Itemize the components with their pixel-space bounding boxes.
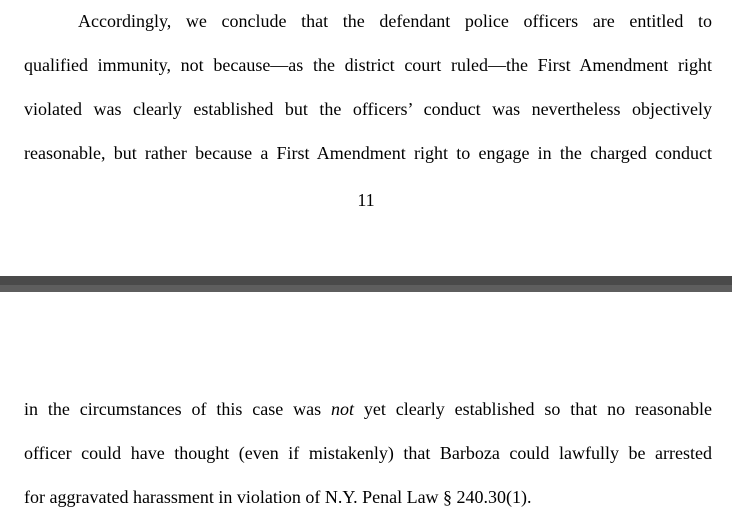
continued-line-1-after: yet clearly established so that no reasonable [354, 399, 712, 419]
continued-line-3: for aggravated harassment in violation of N.Y. Penal Law § 240.30(1). [24, 487, 532, 507]
paragraph-line-3: violated was clearly established but the officers’ conduct was nevertheless objectively [24, 99, 712, 119]
page-separator-shadow [0, 285, 732, 292]
page-bottom [0, 292, 732, 518]
page-number: 11 [357, 190, 375, 210]
paragraph-line-2: qualified immunity, not because—as the district court ruled—the First Amendment right [24, 55, 712, 75]
continued-line-1-before: in the circumstances of this case was [24, 399, 331, 419]
emphasis-not: not [331, 399, 355, 419]
continued-line-1 [24, 398, 712, 420]
paragraph-line-1: Accordingly, we conclude that the defendant police officers are entitled to [78, 11, 712, 31]
paragraph-line-4: reasonable, but rather because a First Amendment right to engage in the charged conduct [24, 143, 712, 163]
continued-line-2: officer could have thought (even if mistakenly) that Barboza could lawfully be arrested [24, 443, 712, 463]
